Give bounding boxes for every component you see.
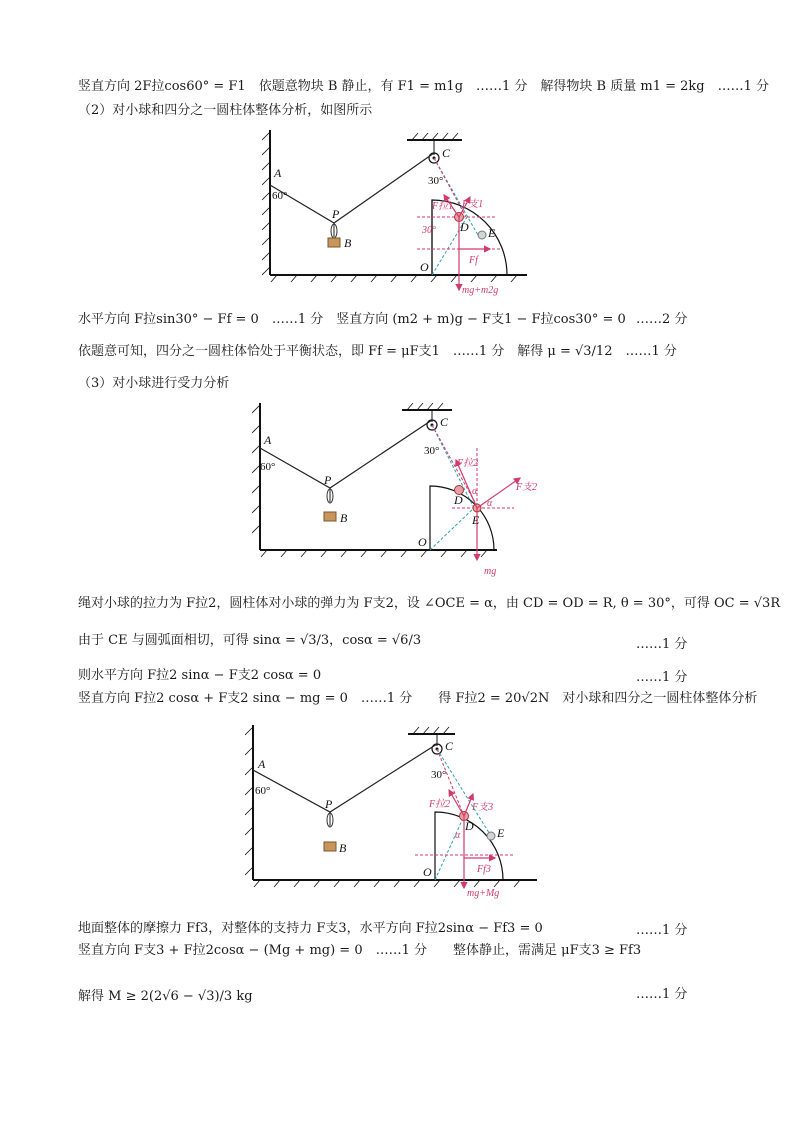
force-friction: Ff (469, 255, 478, 266)
label-B: B (339, 841, 347, 855)
angle-30-d: 30° (422, 225, 436, 236)
force-support: F支3 (472, 802, 494, 813)
text-line-8-score: ……1 分 (636, 670, 688, 685)
text-line-6: 绳对小球的拉力为 F拉2，圆柱体对小球的弹力为 F支2，设 ∠OCE = α，由 CD = OD = R, θ = 30°，可得 OC = √3R (78, 596, 781, 611)
label-O: O (420, 260, 429, 274)
text-line-5: （3）对小球进行受力分析 (78, 376, 230, 391)
label-D: D (460, 220, 469, 234)
figure-3 (245, 720, 545, 900)
text-line-10-score: ……1 分 (636, 923, 688, 938)
text-line-7: 由于 CE 与圆弧面相切，可得 sinα = √3/3，cosα = √6/3 (78, 633, 422, 648)
label-B: B (340, 511, 348, 525)
label-C: C (440, 415, 449, 429)
label-C: C (442, 146, 451, 160)
angle-30-c: 30° (428, 175, 444, 187)
text-line-8: 则水平方向 F拉2 sinα − F支2 cosα = 0 (78, 668, 322, 683)
text-line-7-score: ……1 分 (636, 637, 688, 652)
angle-60: 60° (255, 785, 271, 797)
figure-2 (252, 398, 547, 578)
label-D: D (465, 819, 474, 833)
label-P: P (324, 473, 332, 487)
force-weight: mg (484, 566, 497, 577)
force-pull: F拉1 (432, 201, 454, 212)
label-P: P (332, 207, 340, 221)
label-D: D (454, 493, 463, 507)
label-C: C (445, 739, 454, 753)
force-support: F支2 (516, 482, 538, 493)
text-line-12-score: ……1 分 (636, 987, 688, 1002)
figure-1 (262, 125, 542, 300)
label-O: O (418, 535, 427, 549)
angle-30-c: 30° (424, 445, 440, 457)
text-line-9: 竖直方向 F拉2 cosα + F支2 sinα − mg = 0 ……1 分 得 F拉2 = 20√2N 对小球和四分之一圆柱体整体分析 (78, 691, 758, 706)
label-O: O (423, 865, 432, 879)
force-friction: Ff3 (477, 864, 491, 875)
force-pull: F拉2 (429, 799, 451, 810)
text-line-11: 竖直方向 F支3 + F拉2cosα − (Mg + mg) = 0 ……1 分 整体静止，需满足 μF支3 ≥ Ff3 (78, 943, 642, 958)
angle-alpha: α (455, 830, 461, 841)
label-E: E (497, 826, 505, 840)
angle-alpha-1: α (472, 486, 478, 497)
label-A: A (264, 433, 272, 447)
label-A: A (274, 166, 282, 180)
text-line-4: 依题意可知，四分之一圆柱体恰处于平衡状态，即 Ff = μF支1 ……1 分 解得 μ = √3/12 ……1 分 (78, 344, 677, 359)
label-E: E (488, 226, 496, 240)
angle-60: 60° (272, 190, 288, 202)
angle-30-c: 30° (431, 769, 447, 781)
text-line-12: 解得 M ≥ 2(2√6 − √3)/3 kg (78, 989, 253, 1004)
text-line-2: （2）对小球和四分之一圆柱体整体分析，如图所示 (78, 103, 373, 118)
text-line-10: 地面整体的摩擦力 Ff3，对整体的支持力 F支3，水平方向 F拉2sinα − Ff3 = 0 (78, 921, 543, 936)
text-line-1: 竖直方向 2F拉cos60° = F1 依题意物块 B 静止，有 F1 = m1g ……1 分 解得物块 B 质量 m1 = 2kg ……1 分 (78, 79, 769, 94)
force-weight: mg+m2g (462, 285, 499, 296)
label-E: E (472, 513, 480, 527)
text-line-3: 水平方向 F拉sin30° − Ff = 0 ……1 分 竖直方向 (m2 + m)g − F支1 − F拉cos30° = 0 (78, 312, 626, 327)
force-support: F支1 (462, 199, 484, 210)
force-pull: F拉2 (457, 458, 479, 469)
text-line-3-score: ……2 分 (636, 312, 688, 327)
label-P: P (325, 797, 333, 811)
angle-alpha-2: α (487, 498, 493, 509)
angle-60: 60° (260, 461, 276, 473)
label-A: A (258, 757, 266, 771)
label-B: B (344, 236, 352, 250)
force-weight: mg+Mg (467, 888, 500, 899)
